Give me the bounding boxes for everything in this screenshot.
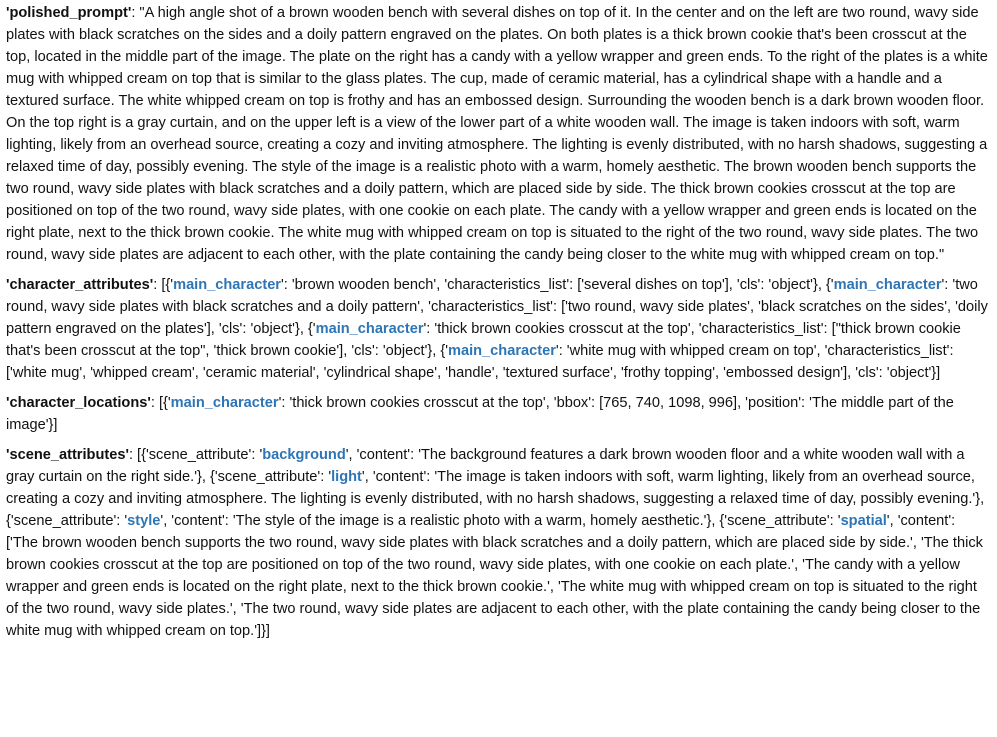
scene-attributes-open: : [{'scene_attribute': ' xyxy=(128,447,263,463)
character-attribute-entry: ': 'brown wooden bench', 'characteristics_list': ['several dishes on top'], 'cls': 'object'}, {' xyxy=(281,277,834,293)
scene-attribute-entry: ', 'content': 'The style of the image is a realistic photo with a warm, homely aesthetic.'}, {'scene_attribute': ' xyxy=(160,513,841,529)
character-locations-key: 'character_locations' xyxy=(6,395,151,411)
character-attributes-key: 'character_attributes' xyxy=(6,277,154,293)
character-locations-open: : [{' xyxy=(150,395,171,411)
main-character-label: main_character xyxy=(173,277,281,293)
polished-prompt-paragraph xyxy=(6,2,989,266)
character-attributes-open: : [{' xyxy=(153,277,174,293)
main-character-label: main_character xyxy=(833,277,942,293)
scene-attribute-style-label: style xyxy=(127,513,161,529)
scene-attribute-entry: ', 'content': 'The background features a dark brown wooden floor and a white wooden wall with a gray curtain on the right side.'}, {'scene_attribute': ' xyxy=(6,447,965,485)
character-location-entry: ': 'thick brown cookies crosscut at the top', 'bbox': [765, 740, 1098, 996], 'position': 'The middle part of the image'}] xyxy=(6,395,954,433)
character-attributes-paragraph xyxy=(6,274,989,384)
character-attribute-entry: ': 'thick brown cookies crosscut at the top', 'characteristics_list': ["thick brown cookie that's been crosscut at the top", 'thick brown cookie'], 'cls': 'object'}, {' xyxy=(6,321,961,359)
scene-attribute-light-label: light xyxy=(331,469,362,485)
character-attribute-entry: ': 'two round, wavy side plates with black scratches and a doily pattern', 'characteristics_list': ['two round, wavy side plates', 'black scratches on the sides', 'doily pattern engraved on the plates'], 'cls': 'object'}, {' xyxy=(6,277,988,337)
character-locations-paragraph xyxy=(6,392,989,436)
main-character-label: main_character xyxy=(315,321,424,337)
character-attribute-entry: ': 'white mug with whipped cream on top', 'characteristics_list': ['white mug', 'whipped cream', 'ceramic material', 'cylindrical shape', 'handle', 'textured surface', 'frothy topping', 'embossed design'], 'cls': 'object'}] xyxy=(6,343,954,381)
scene-attribute-entry: ', 'content': ['The brown wooden bench supports the two round, wavy side plates with black scratches and a doily pattern, which are placed side by side.', 'The thick brown cookies crosscut at the top are positioned on top of the two round, wavy side plates, with one cookie on each plate.', 'The candy with a yellow wrapper and green ends is located on the right plate, next to the thick brown cookie.', 'The white mug with whipped cream on top is situated to the right of the two round, wavy side plates.', 'The two round, wavy side plates are adjacent to each other, with the plate containing the candy being closer to the white mug with whipped cream on top.']}] xyxy=(6,513,983,639)
scene-attributes-paragraph xyxy=(6,444,989,642)
scene-attribute-entry: ', 'content': 'The image is taken indoors with soft, warm lighting, likely from an overhead source, creating a cozy and inviting atmosphere. The lighting is evenly distributed, with no harsh shadows, suggesting a relaxed time of day, possibly evening.'}, {'scene_attribute': ' xyxy=(6,469,985,529)
main-character-label: main_character xyxy=(448,343,556,359)
scene-attribute-spatial-label: spatial xyxy=(840,513,887,529)
scene-attributes-key: 'scene_attributes' xyxy=(6,447,129,463)
scene-attribute-background-label: background xyxy=(262,447,346,463)
main-character-label: main_character xyxy=(170,395,279,411)
polished-prompt-key: 'polished_prompt' xyxy=(6,5,132,21)
polished-prompt-text: : "A high angle shot of a brown wooden bench with several dishes on top of it. In the center and on the left are two round, wavy side plates with black scratches on the sides and a doily pattern engraved on the plates. On both plates is a thick brown cookie that's been crosscut at the top, located in the middle part of the image. The plate on the right has a candy with a yellow wrapper and green ends. To the right of the plates is a white mug with whipped cream on top that is similar to the glass plates. The cup, made of ceramic material, has a cylindrical shape with a handle and a textured surface. The white whipped cream on top is frothy and has an embossed design. Surrounding the wooden bench is a dark brown wooden floor. On the top right is a gray curtain, and on the upper left is a view of the lower part of a white wooden wall. The image is taken indoors with soft, warm lighting, likely from an overhead source, creating a cozy and inviting atmosphere. The lighting is evenly distributed, with no harsh shadows, suggesting a relaxed time of day, possibly evening. The style of the image is a realistic photo with a warm, homely aesthetic. The brown wooden bench supports the two round, wavy side plates with black scratches and a doily pattern, which are placed side by side. The thick brown cookies crosscut at the top are positioned on top of the two round, wavy side plates, with one cookie on each plate. The candy with a yellow wrapper and green ends is located on the right plate, next to the thick brown cookie. The white mug with whipped cream on top is situated to the right of the two round, wavy side plates. The two round, wavy side plates are adjacent to each other, with the plate containing the candy being closer to the white mug with whipped cream on top." xyxy=(6,5,988,263)
